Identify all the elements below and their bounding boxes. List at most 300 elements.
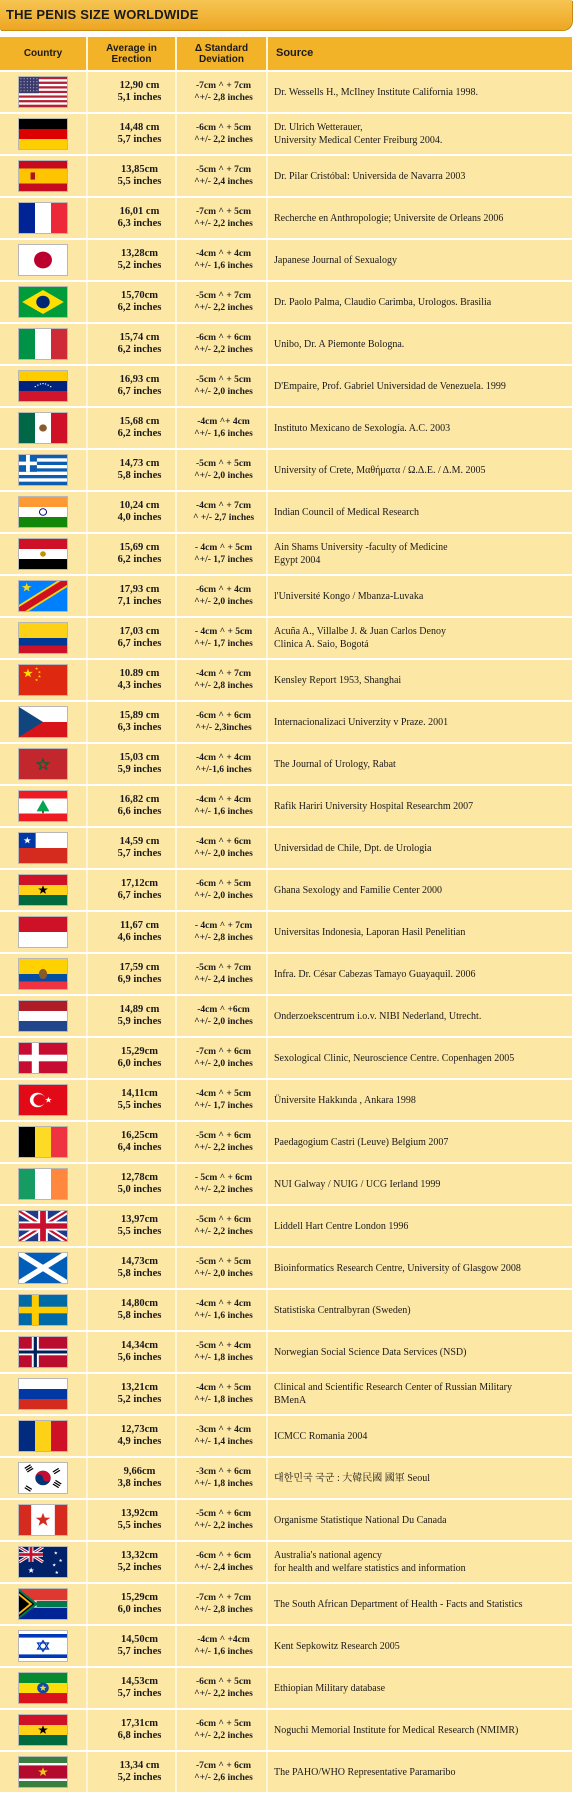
- average-inches: 5,2 inches: [117, 260, 162, 271]
- deviation-inches: ^+/- 1,6 inches: [194, 261, 253, 271]
- deviation-inches: ^+/- 2,0 inches: [194, 1059, 253, 1069]
- average-cm: 15,29cm: [120, 1592, 159, 1603]
- egypt-flag-icon: [19, 539, 67, 569]
- table-row: [0, 240, 572, 282]
- table-row: [0, 72, 572, 114]
- average-cell: [88, 1122, 177, 1162]
- japan-flag-icon: [19, 245, 67, 275]
- source-line1: Indian Council of Medical Research: [274, 506, 419, 518]
- source-line1: The South African Department of Health - Facts and Statistics: [274, 1598, 523, 1610]
- page-title: THE PENIS SIZE WORLDWIDE: [6, 7, 199, 22]
- average-inches: 6,2 inches: [117, 344, 162, 355]
- source-cell: [268, 534, 572, 574]
- deviation-cell: [177, 1206, 268, 1246]
- country-cell: [0, 786, 88, 826]
- uk-flag: [18, 1210, 68, 1242]
- average-cell: [88, 156, 177, 196]
- deviation-cm: -5cm ^ + 7cm: [196, 165, 251, 175]
- source-line1: Dr. Wessells H., McIlney Institute California 1998.: [274, 86, 478, 98]
- deviation-cell: [177, 408, 268, 448]
- india-flag-icon: [19, 497, 67, 527]
- country-cell: [0, 1416, 88, 1456]
- deviation-inches: ^+/- 1,8 inches: [194, 1479, 253, 1489]
- size-table: [0, 37, 572, 1794]
- average-inches: 5,2 inches: [117, 1772, 162, 1783]
- dr-congo-flag: [18, 580, 68, 612]
- average-cell: [88, 702, 177, 742]
- deviation-inches: ^+/- 2,2 inches: [194, 1731, 253, 1741]
- average-inches: 6,2 inches: [117, 302, 162, 313]
- average-cm: 14,73cm: [120, 1256, 159, 1267]
- source-cell: [268, 1542, 572, 1582]
- source-cell: [268, 702, 572, 742]
- country-cell: [0, 1626, 88, 1666]
- source-line1: Bioinformatics Research Centre, University of Glasgow 2008: [274, 1262, 521, 1274]
- average-cm: 13,21cm: [120, 1382, 159, 1393]
- source-line2: University Medical Center Freiburg 2004.: [274, 135, 443, 146]
- suriname-flag-icon: [19, 1757, 67, 1787]
- source-line1: Statistiska Centralbyran (Sweden): [274, 1304, 411, 1316]
- average-cell: [88, 282, 177, 322]
- country-cell: [0, 1332, 88, 1372]
- table-row: [0, 408, 572, 450]
- netherlands-flag: [18, 1000, 68, 1032]
- deviation-cell: [177, 1122, 268, 1162]
- average-cm: 13,85cm: [120, 164, 159, 175]
- table-row: [0, 1248, 572, 1290]
- average-cm: 14,50cm: [120, 1634, 159, 1645]
- deviation-inches: ^ +/- 2,7 inches: [192, 513, 255, 523]
- average-cell: [88, 198, 177, 238]
- source-line1: Ain Shams University -faculty of Medicine: [274, 542, 448, 553]
- average-cm: 12,78cm: [120, 1172, 159, 1183]
- source-line1: Paedagogium Castri (Leuve) Belgium 2007: [274, 1136, 449, 1148]
- usa-flag-icon: [19, 77, 67, 107]
- table-row: [0, 1458, 572, 1500]
- average-inches: 5,7 inches: [117, 134, 162, 145]
- venezuela-flag-icon: [19, 371, 67, 401]
- deviation-cell: [177, 1416, 268, 1456]
- deviation-inches: ^+/- 2,4 inches: [194, 975, 253, 985]
- average-cm: 9,66cm: [123, 1466, 156, 1477]
- norway-flag: [18, 1336, 68, 1368]
- country-cell: [0, 576, 88, 616]
- source-line1: 대한민국 국군 : 大韓民國 國軍 Seoul: [274, 1472, 431, 1484]
- source-cell: [268, 114, 572, 154]
- table-row: [0, 1164, 572, 1206]
- source-cell: [268, 156, 572, 196]
- header-average-line2: Erection: [111, 53, 152, 65]
- lebanon-flag: [18, 790, 68, 822]
- germany-flag: [18, 118, 68, 150]
- table-row: [0, 1626, 572, 1668]
- average-inches: 5,2 inches: [117, 1562, 162, 1573]
- average-cell: [88, 912, 177, 952]
- morocco-flag: [18, 748, 68, 780]
- average-cell: [88, 492, 177, 532]
- ethiopia-flag: [18, 1672, 68, 1704]
- country-cell: [0, 1248, 88, 1288]
- source-cell: [268, 240, 572, 280]
- average-cm: 15,74 cm: [119, 332, 160, 343]
- deviation-cell: [177, 1248, 268, 1288]
- germany-flag-icon: [19, 119, 67, 149]
- source-cell: [268, 786, 572, 826]
- table-row: [0, 156, 572, 198]
- country-cell: [0, 702, 88, 742]
- belgium-flag-icon: [19, 1127, 67, 1157]
- usa-flag: [18, 76, 68, 108]
- country-cell: [0, 198, 88, 238]
- country-cell: [0, 1752, 88, 1792]
- deviation-cm: -6cm ^ + 5cm: [196, 879, 251, 889]
- average-cell: [88, 1164, 177, 1204]
- source-cell: [268, 1752, 572, 1792]
- deviation-cm: -7cm ^ + 5cm: [196, 207, 251, 217]
- table-row: [0, 1416, 572, 1458]
- deviation-cm: -5cm ^ + 6cm: [196, 1509, 251, 1519]
- source-line1: Unibo, Dr. A Piemonte Bologna.: [274, 338, 405, 350]
- suriname-flag: [18, 1756, 68, 1788]
- source-cell: [268, 954, 572, 994]
- average-cell: [88, 618, 177, 658]
- deviation-cm: -5cm ^ + 6cm: [196, 1131, 251, 1141]
- deviation-cm: -5cm ^ + 7cm: [196, 963, 251, 973]
- source-line1: Üniversite Hakkında , Ankara 1998: [274, 1094, 416, 1106]
- average-cell: [88, 1332, 177, 1372]
- south-korea-flag-icon: [19, 1463, 67, 1493]
- country-cell: [0, 408, 88, 448]
- average-inches: 5,5 inches: [117, 1520, 162, 1531]
- deviation-cm: - 4cm ^ + 5cm: [194, 543, 253, 553]
- country-cell: [0, 156, 88, 196]
- country-cell: [0, 1038, 88, 1078]
- source-cell: [268, 870, 572, 910]
- netherlands-flag-icon: [19, 1001, 67, 1031]
- ghana-flag-icon: [19, 875, 67, 905]
- average-cell: [88, 996, 177, 1036]
- average-cell: [88, 1626, 177, 1666]
- country-cell: [0, 1542, 88, 1582]
- deviation-cm: -5cm ^ + 7cm: [196, 291, 251, 301]
- source-cell: [268, 1080, 572, 1120]
- norway-flag-icon: [19, 1337, 67, 1367]
- average-inches: 5,8 inches: [117, 470, 162, 481]
- header-source: Source: [276, 47, 314, 59]
- deviation-cell: [177, 1710, 268, 1750]
- deviation-inches: ^+/- 2,0 inches: [194, 849, 253, 859]
- country-cell: [0, 1710, 88, 1750]
- table-body: [0, 72, 572, 1794]
- table-row: [0, 1500, 572, 1542]
- average-cell: [88, 870, 177, 910]
- deviation-inches: ^+/- 1,6 inches: [194, 1311, 253, 1321]
- source-line2: BMenA: [274, 1395, 307, 1406]
- table-row: [0, 366, 572, 408]
- country-cell: [0, 1500, 88, 1540]
- sweden-flag: [18, 1294, 68, 1326]
- deviation-inches: ^+/- 2,0 inches: [194, 387, 253, 397]
- average-inches: 6,6 inches: [117, 806, 162, 817]
- average-cell: [88, 576, 177, 616]
- average-cell: [88, 1038, 177, 1078]
- deviation-cm: - 4cm ^ + 7cm: [194, 921, 253, 931]
- ghana-flag: [18, 1714, 68, 1746]
- table-row: [0, 1752, 572, 1794]
- source-cell: [268, 408, 572, 448]
- source-line1: Kensley Report 1953, Shanghai: [274, 674, 402, 686]
- average-inches: 5,1 inches: [117, 92, 162, 103]
- source-cell: [268, 1374, 572, 1414]
- deviation-inches: ^+/- 1,6 inches: [194, 807, 253, 817]
- average-cell: [88, 954, 177, 994]
- country-cell: [0, 954, 88, 994]
- deviation-cell: [177, 72, 268, 112]
- deviation-cm: -4cm ^ +6cm: [197, 1005, 250, 1015]
- deviation-inches: ^+/- 2,3inches: [195, 723, 252, 733]
- deviation-inches: ^+/- 1,7 inches: [194, 1101, 253, 1111]
- deviation-cell: [177, 1164, 268, 1204]
- australia-flag: [18, 1546, 68, 1578]
- average-inches: 3,8 inches: [117, 1478, 162, 1489]
- source-line1: D'Empaire, Prof. Gabriel Universidad de Venezuela. 1999: [274, 380, 506, 392]
- country-cell: [0, 72, 88, 112]
- average-inches: 6,9 inches: [117, 974, 162, 985]
- deviation-cm: -6cm ^ + 6cm: [196, 711, 251, 721]
- ireland-flag-icon: [19, 1169, 67, 1199]
- deviation-cm: -4cm ^ +4cm: [197, 1635, 250, 1645]
- source-cell: [268, 492, 572, 532]
- south-africa-flag: [18, 1588, 68, 1620]
- country-cell: [0, 1668, 88, 1708]
- average-cm: 15,29cm: [120, 1046, 159, 1057]
- denmark-flag-icon: [19, 1043, 67, 1073]
- deviation-cm: -4cm ^ + 6cm: [196, 837, 251, 847]
- table-row: [0, 954, 572, 996]
- source-cell: [268, 282, 572, 322]
- average-inches: 4,0 inches: [117, 512, 162, 523]
- average-inches: 6,0 inches: [117, 1058, 162, 1069]
- source-line1: Noguchi Memorial Institute for Medical Research (NMIMR): [274, 1724, 519, 1736]
- deviation-cell: [177, 534, 268, 574]
- deviation-inches: ^+/- 1,8 inches: [194, 1395, 253, 1405]
- source-cell: [268, 72, 572, 112]
- average-cell: [88, 240, 177, 280]
- average-cell: [88, 1542, 177, 1582]
- chile-flag: [18, 832, 68, 864]
- deviation-inches: ^+/- 2,0 inches: [194, 891, 253, 901]
- source-cell: [268, 1122, 572, 1162]
- deviation-cm: -7cm ^ + 6cm: [196, 1047, 251, 1057]
- deviation-cell: [177, 1668, 268, 1708]
- turkey-flag-icon: [19, 1085, 67, 1115]
- france-flag-icon: [19, 203, 67, 233]
- deviation-cm: -5cm ^ + 4cm: [196, 1341, 251, 1351]
- deviation-cm: -3cm ^ + 4cm: [196, 1425, 251, 1435]
- average-cm: 14,11cm: [121, 1088, 158, 1099]
- average-cm: 15,70cm: [120, 290, 159, 301]
- average-cm: 16,25cm: [120, 1130, 159, 1141]
- average-cell: [88, 1206, 177, 1246]
- denmark-flag: [18, 1042, 68, 1074]
- average-inches: 7,1 inches: [117, 596, 162, 607]
- source-line1: Ghana Sexology and Familie Center 2000: [274, 884, 443, 896]
- average-inches: 5,7 inches: [117, 848, 162, 859]
- deviation-cm: -5cm ^ + 5cm: [196, 1257, 251, 1267]
- country-cell: [0, 324, 88, 364]
- italy-flag: [18, 328, 68, 360]
- average-cm: 12,90 cm: [119, 80, 160, 91]
- source-line2: Clinica A. Saio, Bogotá: [274, 639, 369, 650]
- source-cell: [268, 1038, 572, 1078]
- average-cell: [88, 1290, 177, 1330]
- average-cm: 15,03 cm: [119, 752, 160, 763]
- source-cell: [268, 1584, 572, 1624]
- average-cell: [88, 1584, 177, 1624]
- source-line1: l'Université Kongo / Mbanza-Luvaka: [274, 590, 424, 602]
- source-cell: [268, 1206, 572, 1246]
- table-row: [0, 618, 572, 660]
- source-cell: [268, 1458, 572, 1498]
- average-cell: [88, 1500, 177, 1540]
- average-cm: 16,93 cm: [119, 374, 160, 385]
- deviation-cell: [177, 786, 268, 826]
- russia-flag: [18, 1378, 68, 1410]
- country-cell: [0, 114, 88, 154]
- deviation-cell: [177, 912, 268, 952]
- average-cm: 14,53cm: [120, 1676, 159, 1687]
- average-cm: 13,28cm: [120, 248, 159, 259]
- deviation-inches: ^+/- 2,2 inches: [194, 1143, 253, 1153]
- deviation-cell: [177, 1290, 268, 1330]
- deviation-cell: [177, 1752, 268, 1792]
- greece-flag: [18, 454, 68, 486]
- deviation-cell: [177, 1584, 268, 1624]
- deviation-cell: [177, 828, 268, 868]
- source-line1: NUI Galway / NUIG / UCG Ierland 1999: [274, 1178, 441, 1190]
- source-cell: [268, 996, 572, 1036]
- average-cell: [88, 450, 177, 490]
- source-cell: [268, 366, 572, 406]
- source-cell: [268, 744, 572, 784]
- deviation-cm: -4cm ^ + 4cm: [196, 753, 251, 763]
- source-line1: Universidad de Chile, Dpt. de Urologia: [274, 842, 432, 854]
- table-row: [0, 996, 572, 1038]
- deviation-cell: [177, 618, 268, 658]
- average-cell: [88, 366, 177, 406]
- average-inches: 6,0 inches: [117, 1604, 162, 1615]
- source-line1: Australia's national agency: [274, 1550, 382, 1561]
- ethiopia-flag-icon: [19, 1673, 67, 1703]
- deviation-inches: ^+/- 2,8 inches: [194, 93, 253, 103]
- dr-congo-flag-icon: [19, 581, 67, 611]
- average-cell: [88, 1374, 177, 1414]
- scotland-flag-icon: [19, 1253, 67, 1283]
- table-row: [0, 1080, 572, 1122]
- table-row: [0, 702, 572, 744]
- morocco-flag-icon: [19, 749, 67, 779]
- average-inches: 4,6 inches: [117, 932, 162, 943]
- deviation-cell: [177, 1332, 268, 1372]
- country-cell: [0, 534, 88, 574]
- source-line1: Ethiopian Military database: [274, 1682, 386, 1694]
- table-row: [0, 282, 572, 324]
- source-line2: for health and welfare statistics and information: [274, 1563, 466, 1574]
- egypt-flag: [18, 538, 68, 570]
- deviation-cm: -7cm ^ + 7cm: [196, 1593, 251, 1603]
- uk-flag-icon: [19, 1211, 67, 1241]
- table-header: [0, 37, 572, 72]
- deviation-cell: [177, 282, 268, 322]
- table-row: [0, 492, 572, 534]
- source-line1: Onderzoekscentrum i.o.v. NIBI Nederland, Utrecht.: [274, 1010, 482, 1022]
- source-line1: Clinical and Scientific Research Center of Russian Military: [274, 1382, 512, 1393]
- average-inches: 5,5 inches: [117, 176, 162, 187]
- deviation-cm: -4cm ^ + 4cm: [196, 795, 251, 805]
- venezuela-flag: [18, 370, 68, 402]
- source-cell: [268, 450, 572, 490]
- deviation-cell: [177, 1542, 268, 1582]
- country-cell: [0, 912, 88, 952]
- chile-flag-icon: [19, 833, 67, 863]
- deviation-cm: -4cm ^ + 5cm: [196, 1089, 251, 1099]
- source-cell: [268, 324, 572, 364]
- average-cm: 13,34 cm: [119, 1760, 160, 1771]
- country-cell: [0, 618, 88, 658]
- table-row: [0, 744, 572, 786]
- table-row: [0, 912, 572, 954]
- spain-flag: [18, 160, 68, 192]
- source-line1: Norwegian Social Science Data Services (NSD): [274, 1346, 467, 1358]
- average-cm: 13,92cm: [120, 1508, 159, 1519]
- deviation-cm: -4cm ^ + 4cm: [196, 1299, 251, 1309]
- source-cell: [268, 660, 572, 700]
- country-cell: [0, 870, 88, 910]
- average-cell: [88, 1458, 177, 1498]
- deviation-inches: ^+/- 2,2 inches: [194, 135, 253, 145]
- table-row: [0, 828, 572, 870]
- source-line1: University of Crete, Μαθήματα / Ω.Δ.Ε. / Δ.Μ. 2005: [274, 464, 486, 476]
- table-row: [0, 324, 572, 366]
- deviation-cm: -6cm ^ + 5cm: [196, 1677, 251, 1687]
- average-inches: 4,3 inches: [117, 680, 162, 691]
- average-inches: 6,2 inches: [117, 554, 162, 565]
- source-line2: Egypt 2004: [274, 555, 321, 566]
- source-cell: [268, 1290, 572, 1330]
- average-cm: 12,73cm: [120, 1424, 159, 1435]
- deviation-cell: [177, 702, 268, 742]
- deviation-cell: [177, 1038, 268, 1078]
- country-cell: [0, 996, 88, 1036]
- average-cm: 14,48 cm: [119, 122, 160, 133]
- average-cell: [88, 534, 177, 574]
- deviation-inches: ^+/- 2,0 inches: [194, 1269, 253, 1279]
- deviation-inches: ^+/- 2,2 inches: [194, 219, 253, 229]
- deviation-cell: [177, 450, 268, 490]
- deviation-cm: -5cm ^ + 5cm: [196, 375, 251, 385]
- china-flag-icon: [19, 665, 67, 695]
- average-inches: 6,7 inches: [117, 386, 162, 397]
- average-cm: 10,24 cm: [119, 500, 160, 511]
- source-cell: [268, 1626, 572, 1666]
- title-bar: [0, 0, 572, 30]
- mexico-flag: [18, 412, 68, 444]
- country-cell: [0, 1164, 88, 1204]
- deviation-inches: ^+/- 2,0 inches: [194, 1017, 253, 1027]
- canada-flag-icon: [19, 1505, 67, 1535]
- deviation-cell: [177, 324, 268, 364]
- source-line1: Recherche en Anthropologie; Universite de Orleans 2006: [274, 212, 504, 224]
